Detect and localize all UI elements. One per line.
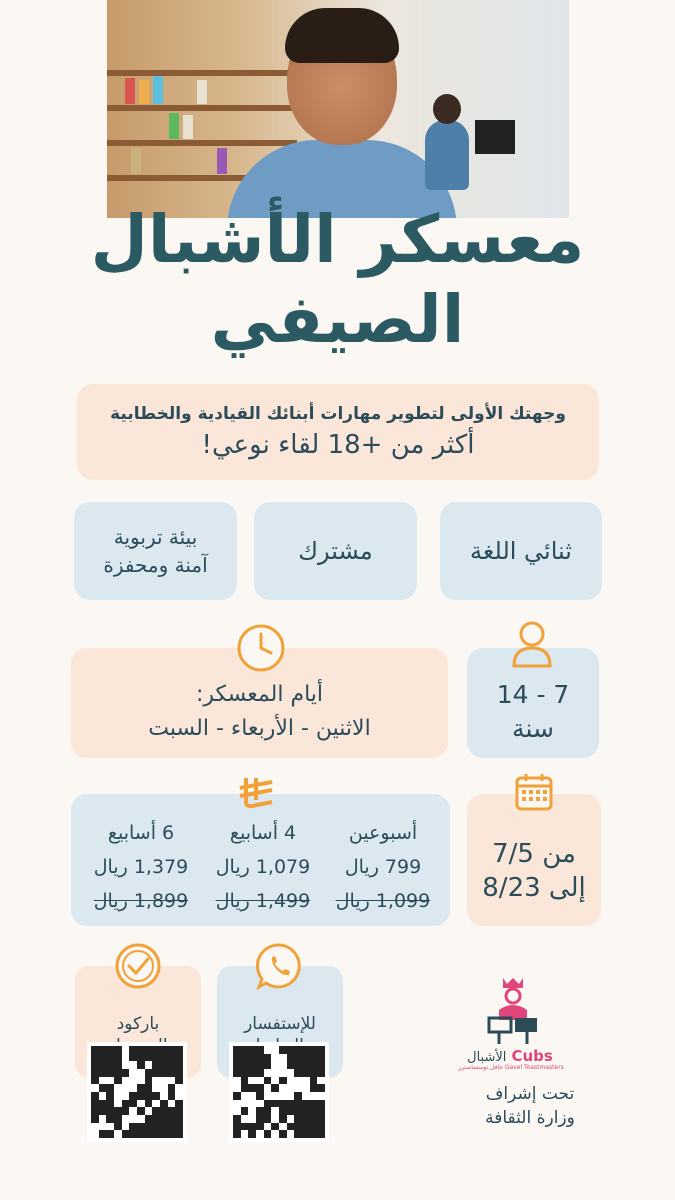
logo-en: Cubs — [511, 1047, 553, 1065]
plan-old-price: 1,499 ريال — [215, 890, 311, 912]
contact-label-1: للإستفسار — [244, 1014, 316, 1034]
feature-bilingual — [440, 502, 602, 600]
intro-sessions: أكثر من +18 لقاء نوعي! — [201, 430, 475, 460]
feature-coed — [254, 502, 417, 600]
plan-name: أسبوعين — [348, 822, 418, 844]
plan-2-weeks — [328, 816, 438, 918]
feature-bilingual-label: ثنائي اللغة — [470, 537, 572, 565]
register-label-1: باركود — [116, 1014, 160, 1034]
person-icon — [510, 620, 554, 668]
dates-box — [467, 794, 601, 926]
cubs-logo — [455, 1046, 565, 1065]
plan-name: 6 أسابيع — [107, 822, 175, 844]
intro-tagline: وجهتك الأولى لتطوير مهارات أبنائك القيادية والخطابية — [110, 404, 566, 424]
plan-old-price: 1,099 ريال — [335, 890, 431, 912]
feature-environment-line2: آمنة ومحفزة — [103, 553, 208, 577]
register-qr-code[interactable] — [87, 1042, 187, 1142]
calendar-icon — [514, 772, 554, 812]
days-label: أيام المعسكر: — [195, 682, 324, 707]
logo-subtitle: Gavel Toastmasters جافل توستماسترز — [458, 1064, 564, 1071]
sponsor-line1: تحت إشراف — [485, 1084, 575, 1104]
whatsapp-icon — [256, 942, 304, 990]
days-value: الاثنين - الأربعاء - السبت — [148, 716, 371, 741]
sponsor — [485, 1082, 575, 1130]
feature-environment-line1: بيئة تربوية — [113, 525, 198, 549]
intro-box — [77, 384, 599, 480]
date-to: إلى 8/23 — [482, 873, 586, 903]
plan-price: 799 ريال — [344, 856, 422, 878]
pricing-box — [71, 794, 450, 926]
plan-price: 1,379 ريال — [93, 856, 189, 878]
feature-coed-label: مشترك — [298, 537, 373, 565]
plan-6-weeks — [86, 816, 196, 918]
feature-environment — [74, 502, 237, 600]
date-from: من 7/5 — [492, 839, 576, 869]
camp-title-line2: الصيفي — [210, 281, 465, 358]
cubs-logo-icon — [485, 974, 541, 1046]
logo-ar: الأشبال — [467, 1050, 507, 1065]
camp-title-line1: معسكر الأشبال — [90, 201, 585, 278]
plan-name: 4 أسابيع — [229, 822, 297, 844]
check-badge-icon — [114, 942, 162, 990]
plan-4-weeks — [208, 816, 318, 918]
age-range: 7 - 14 — [496, 680, 570, 709]
plan-old-price: 1,899 ريال — [93, 890, 189, 912]
contact-qr-code[interactable] — [229, 1042, 329, 1142]
clock-icon — [236, 623, 286, 673]
sponsor-line2: وزارة الثقافة — [485, 1108, 575, 1128]
age-unit: سنة — [512, 714, 554, 743]
plan-price: 1,079 ريال — [215, 856, 311, 878]
riyal-symbol-icon — [238, 776, 274, 810]
hero-photo — [107, 0, 569, 218]
